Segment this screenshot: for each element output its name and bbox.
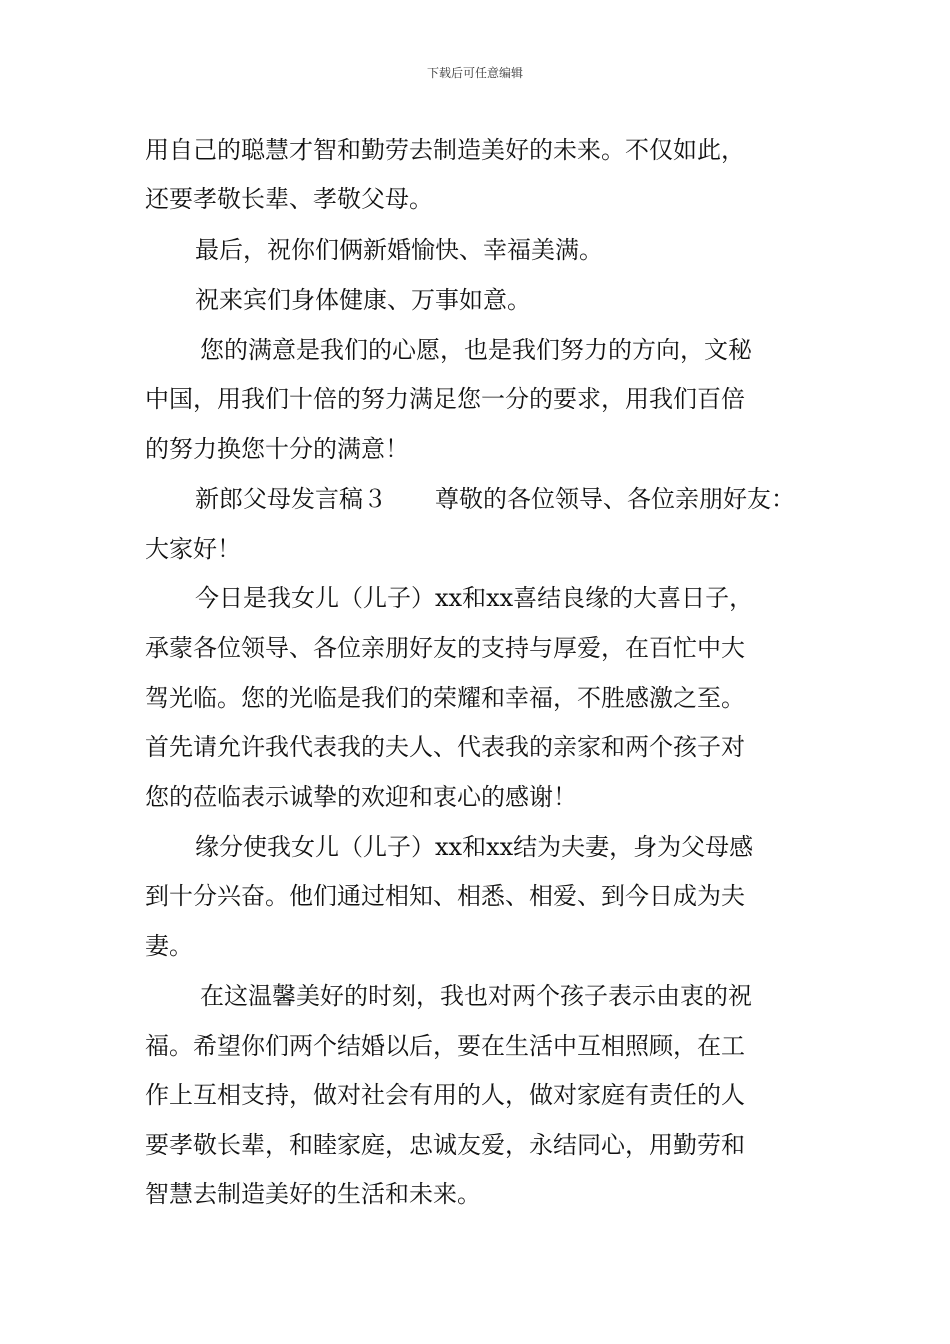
body-line: 中国，用我们十倍的努力满足您一分的要求，用我们百倍: [145, 385, 745, 413]
body-line: 缘分使我女儿（儿子）xx和xx结为夫妻，身为父母感: [195, 833, 754, 861]
body-line: 还要孝敬长辈、孝敬父母。: [145, 185, 433, 213]
body-line: 您的满意是我们的心愿，也是我们努力的方向，文秘: [200, 336, 752, 364]
body-line: 您的莅临表示诚挚的欢迎和衷心的感谢！: [145, 783, 577, 811]
body-line: 福。希望你们两个结婚以后，要在生活中互相照顾，在工: [145, 1032, 745, 1060]
body-line: 要孝敬长辈，和睦家庭，忠诚友爱，永结同心，用勤劳和: [145, 1131, 745, 1159]
body-line: 祝来宾们身体健康、万事如意。: [195, 286, 531, 314]
body-line: 作上互相支持，做对社会有用的人，做对家庭有责任的人: [145, 1081, 745, 1109]
body-line: 最后，祝你们俩新婚愉快、幸福美满。: [195, 236, 603, 264]
body-line: 的努力换您十分的满意！: [145, 435, 409, 463]
page-header: 下载后可任意编辑: [426, 66, 523, 80]
body-line: 新郎父母发言稿３ 尊敬的各位领导、各位亲朋好友：: [195, 485, 795, 513]
body-line: 在这温馨美好的时刻，我也对两个孩子表示由衷的祝: [200, 982, 752, 1010]
body-line: 今日是我女儿（儿子）xx和xx喜结良缘的大喜日子，: [195, 584, 754, 612]
body-line: 承蒙各位领导、各位亲朋好友的支持与厚爱，在百忙中大: [145, 634, 745, 662]
body-line: 首先请允许我代表我的夫人、代表我的亲家和两个孩子对: [145, 733, 745, 761]
body-line: 用自己的聪慧才智和勤劳去制造美好的未来。不仅如此，: [145, 136, 745, 164]
body-line: 驾光临。您的光临是我们的荣耀和幸福，不胜感激之至。: [145, 684, 745, 712]
body-line: 大家好！: [145, 535, 241, 563]
body-line: 智慧去制造美好的生活和未来。: [145, 1180, 481, 1208]
body-line: 妻。: [145, 932, 193, 960]
body-line: 到十分兴奋。他们通过相知、相悉、相爱、到今日成为夫: [145, 882, 745, 910]
